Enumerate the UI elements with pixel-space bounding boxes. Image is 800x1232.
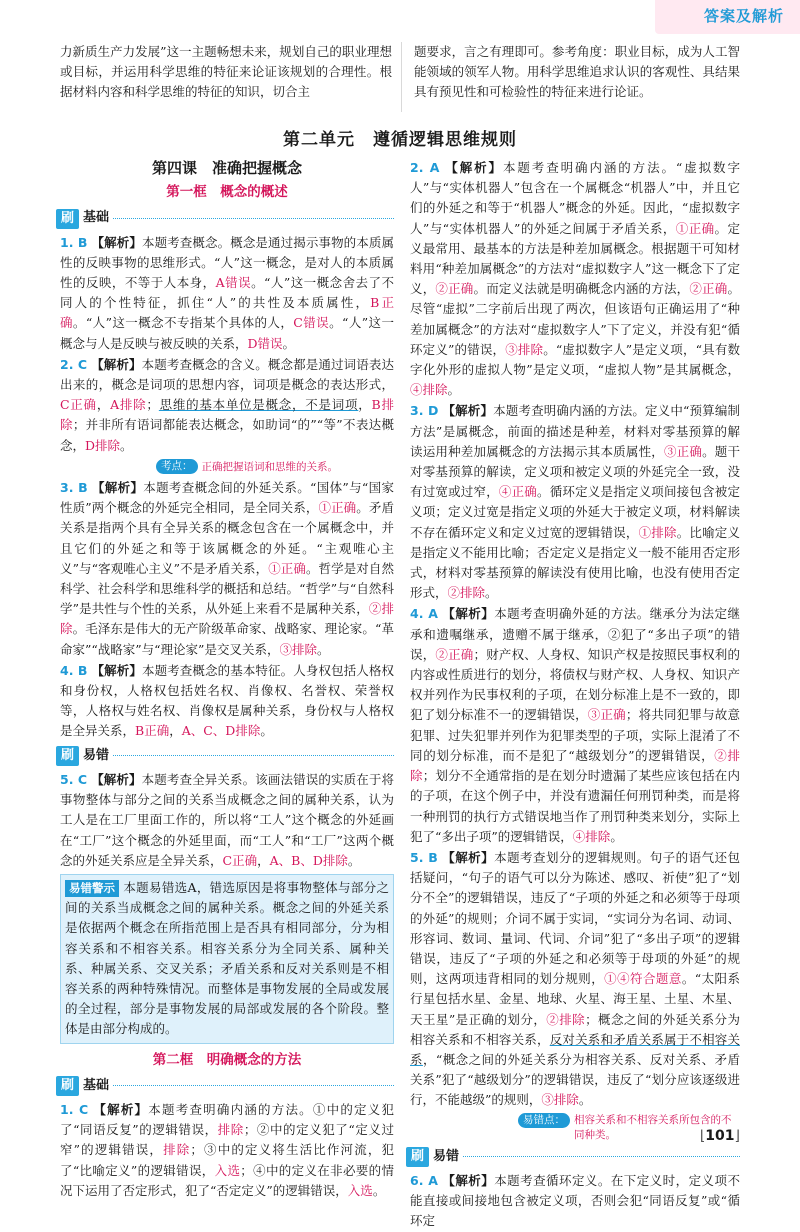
answer-q5: 5. C 【解析】本题考查全异关系。该画法错误的实质在于将事物整体与部分之间的关系当成概念之间的属种关系，认为工人是在工厂里面工作的，所以将“工人”这个概念的外延画在“工厂”这个概念的外延里面，而“工人”和“工厂”这两个概念的外延关系应是全异关系，C正确，A、B、D排除。 [60, 771, 394, 868]
unit-title: 第二单元 遵循逻辑思维规则 [283, 130, 517, 150]
brush-icon: 刷 [406, 1147, 429, 1167]
brush-icon: 刷 [56, 746, 79, 766]
section-error-2: 刷 易错 [406, 1147, 740, 1167]
top-right-text: 题要求，言之有理即可。参考角度：职业目标，成为人工智能领域的领军人物。用科学思维追求认识的客观性、具结果具有预见性和可检验性的特征来进行论证。 [414, 44, 740, 99]
answer-f2-q1: 1. C 【解析】本题考查明确内涵的方法。①中的定义犯了“同语反复”的逻辑错误，排除；②中的定义犯了“定义过窄”的逻辑错误，排除；③中的定义将生活比作河流，犯了“比喻定义”的逻辑错误，入选；④中的定义在非必要的情况下运用了否定形式，犯了“否定定义”的逻辑错误，入选。 [60, 1101, 394, 1198]
answer-r4: 4. A 【解析】本题考查明确外延的方法。继承分为法定继承和遗嘱继承，遗赠不属于继承，②犯了“多出子项”的错误，②正确；财产权、人身权、知识产权是按照民事权利的内容或性质进行的划分，将债权与财产权、人身权、知识产权并列作为民事权利的子项，在划分标准上是不一致的，即犯了划分标准不一的逻辑错误，③正确；将共同犯罪与故意犯罪、过失犯罪并列作为犯罪类型的子项，实际上混淆了不同的划分标准，而不是犯了“越级划分”的逻辑错误，②排除；划分不全通常指的是在划分时遗漏了某些应该包括在内的子项，在这个例子中，并没有遗漏任何刑罚种类，而是将一种刑罚的执行方式错误地当作了刑罚种类来划分，实际上犯了“多出子项”的逻辑错误，④排除。 [410, 606, 740, 844]
answer-r6: 6. A 【解析】本题考查循环定义。在下定义时，定义项不能直接或间接地包含被定义项，否则会犯“同语反复”或“循环定 [410, 1172, 740, 1229]
frame2-title: 第二框 明确概念的方法 [152, 1051, 302, 1068]
brush-icon: 刷 [56, 1076, 79, 1096]
answer-q4: 4. B 【解析】本题考查概念的基本特征。人身权包括人格权和身份权，人格权包括姓名权、肖像权、名誉权、荣誉权等，人格权与姓名权、肖像权是属种关系，身份权与人格权是全异关系，B正确，A、C、D排除。 [60, 662, 394, 739]
error-warning-box: 易错警示 本题易错选A，错选原因是将事物整体与部分之间的关系当成概念之间的属种关系。概念之间的外延关系是依据两个概念在所指范围上是否具有相同部分，分为相容关系和不相容关系。相容关系分为全同关系、属种关系、种属关系、交叉关系；矛盾关系和反对关系则是不相容关系的两种特殊情况。而整体是事物发展的全局或发展的全过程，部分是事物发展的局部或发展的各个阶段。整体是由部分构成的。 [60, 874, 394, 1044]
answer-q1: 1. B 【解析】本题考查概念。概念是通过揭示事物的本质属性的反映事物的思维形式。“人”这一概念，是对人的本质属性的反映，不等于人本身，A错误。“人”这一概念舍去了不同人的个性特征，抓住“人”的共性及本质属性，B正确。“人”这一概念不专指某个具体的人，C错误。“人”这一概念与人是反映与被反映的关系，D错误。 [60, 234, 394, 351]
question-number: 1. B [60, 234, 88, 250]
section-divider [113, 218, 394, 219]
banner-title: 答案及解析 [703, 7, 784, 25]
answer-r5: 5. B 【解析】本题考查划分的逻辑规则。句子的语气还包括疑问，“句子的语气可以分为陈述、感叹、祈使”犯了“划分不全”的逻辑错误，违反了“子项的外延之和必须等于母项的外延”的规则；介词不属于实词，“实词分为名词、动词、形容词、数词、量词、代词、介词”犯了“多出子项”的逻辑错误，违反了“子项的外延之和必须等于母项的外延”的规则，这两项违背相同的划分规则，①④符合题意。“太阳系行星包括水星、金星、地球、火星、海王星、土星、木星、天王星”是正确的划分，②排除；概念之间的外延关系分为相容关系和不相容关系，反对关系和矛盾关系属于不相容关系，“概念之间的外延关系分为相容关系、反对关系、矛盾关系”犯了“越级划分”的逻辑错误，违反了“划分应该逐级进行，不能越级”的规则，③排除。 [410, 849, 740, 1108]
kaodian-badge: 考点： [156, 459, 198, 474]
top-continuation [60, 42, 740, 112]
section-basic-2: 刷 基础 [56, 1076, 394, 1096]
question-number: 2. C [60, 356, 88, 372]
header-banner [655, 0, 800, 34]
warning-badge: 易错警示 [65, 880, 119, 897]
analysis-tag: 【解析】 [91, 234, 142, 250]
left-column [60, 158, 394, 1202]
answer-r2: 2. A 【解析】本题考查明确内涵的方法。“虚拟数字人”与“实体机器人”包含在一个属概念“机器人”中，并且它们的外延之和等于“机器人”概念的外延。因此，“虚拟数字人”与“实体机器人”的外延之间属于矛盾关系，①正确。定义最常用、最基本的方法是种差加属概念。根据题干可知材料用“种差加属概念”的方法对“虚拟数字人”这一概念下了定义，②正确。而定义法就是明确概念内涵的方法，②正确。尽管“虚拟”二字前后出现了两次，但该语句正确运用了“种差加属概念”的方法对“虚拟数字人”下了定义，并没有犯“循环定义”的错误，③排除。“虚拟数字人”是定义项，“具有数字化外形的虚拟人物”是定义项，“虚拟人物”是其属概念，④排除。 [410, 160, 740, 398]
section-label: 基础 [83, 210, 110, 226]
answer-q2: 2. C 【解析】本题考查概念的含义。概念都是通过词语表达出来的，概念是词项的思想内容，词项是概念的表达形式，C正确，A排除；思维的基本单位是概念，不是词项，B排除；并非所有语词都能表达概念，如助词“的”“等”不表达概念，D排除。 [60, 356, 394, 453]
answer-r3: 3. D 【解析】本题考查明确内涵的方法。定义中“预算编制方法”是属概念，前面的描述是种差，材料对零基预算的解读运用种差加属概念的方法揭示其本质属性，③正确。题干对零基预算的解读，定义项和被定义项的外延完全一致，没有过宽或过窄，④正确。循环定义是指定义项间接包含被定义项；定义过宽是指定义项的外延大于被定义项，材料解读不存在循环定义和定义过宽的逻辑错误，①排除。比喻定义是指定义不能用比喻；否定定义是指定义一般不能用否定形式，材料对零基预算的解读没有使用比喻，也没有使用否定形式，②排除。 [410, 403, 740, 601]
yicuo-badge: 易错点： [518, 1113, 570, 1128]
page-number: ⌊101⌋ [699, 1128, 740, 1144]
answer-q3: 3. B 【解析】本题考查概念间的外延关系。“国体”与“国家性质”两个概念的外延完全相同，是全同关系，①正确。矛盾关系是指两个具有全异关系的概念包含在一个属概念中，并且它们的外延之和等于该属概念的外延。“主观唯心主义”与“客观唯心主义”不是矛盾关系，①正确。哲学是对自然科学、社会科学和思维科学的概括和总结。“哲学”与“自然科学”是共性与个性的关系，从外延上来看不是属种关系，②排除。毛泽东是伟大的无产阶级革命家、战略家、理论家。“革命家”“战略家”与“理论家”是交叉关系，③排除。 [60, 480, 394, 657]
frame1-title: 第一框 概念的概述 [166, 184, 288, 201]
brush-icon: 刷 [56, 209, 79, 229]
section-basic-1 [56, 208, 394, 228]
top-left-text: 力新质生产力发展”这一主题畅想未来，规划自己的职业理想或目标，并运用科学思维的特征来论证该规划的合理性。根据材料内容和科学思维的特征的知识，切合主 [60, 44, 392, 99]
section-error-1: 刷 易错 [56, 746, 394, 766]
right-column [410, 158, 740, 1232]
yicuo-note: 易错点： 相容关系和不相容关系所包含的不同种类。 [518, 1113, 740, 1143]
column-divider [401, 42, 402, 112]
lesson-title: 第四课 准确把握概念 [151, 159, 302, 177]
kaodian-note: 考点： 正确把握语词和思维的关系。 [156, 457, 394, 477]
